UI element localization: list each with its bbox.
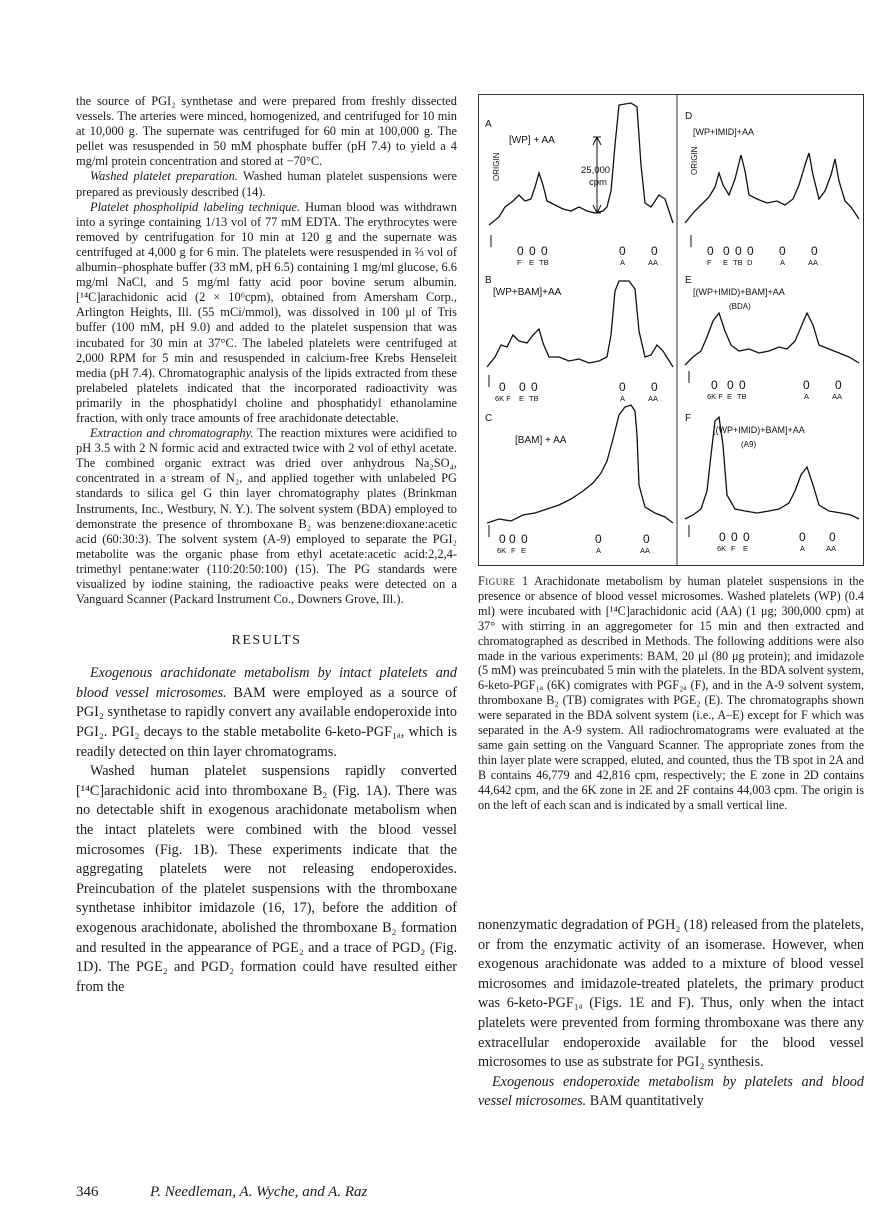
marker-glyph: 0 [803, 378, 810, 392]
results-paragraph: Washed human platelet suspensions rapidly converted [¹⁴C]arachidonic acid into thromboxane B₂ (Fig. 1A). There was no detectable shift in exogenous arachidonate metabolism when the intact platelets were combined with the blood vessel microsomes (Fig. 1B). These experiments indicate that the aggregating platelets were not releasing endoperoxides. Preincubation of the platelet suspensions with the thromboxane synthetase inhibitor imidazole (16, 17), before the addition of exogenous arachidonate, abolished the thromboxane B₂ formation and resulted in the appearance of PGE₂ and a trace of PGD₂ (Fig. 1D). The PGE₂ and PGD₂ formation could have resulted either from the [76, 763, 457, 995]
chromatogram-trace [487, 405, 673, 523]
marker-label: TB [737, 392, 747, 401]
marker-label: E [521, 546, 527, 555]
panel-B [485, 275, 673, 403]
marker-label: F [731, 544, 736, 553]
marker-label: AA [640, 546, 651, 555]
marker-label: A [804, 392, 810, 401]
section-subhead: Exogenous arachidonate metabolism by intact platelets and blood vessel microsomes. [76, 665, 457, 701]
origin-label: ORIGIN [492, 152, 501, 181]
marker-glyph: 0 [651, 244, 658, 258]
marker-label: E [723, 258, 729, 267]
marker-glyph: 0 [723, 244, 730, 258]
panel-F [685, 413, 859, 553]
methods-paragraph: Extraction and chromatography. The reaction mixtures were acidified to pH 3.5 with 2 N formic acid and extracted twice with 2 vol of ethyl acetate. The combined organic extract was dried over anhydrous Na₂SO₄, concentrated in a stream of N₂, and applied together with unlabeled PG standards to silica gel G thin layer chromatography plates (Brinkman Instruments, Inc., Westbury, N. Y.). The solvent system (BDA) employed to demonstrate the presence of thromboxane B₂ was benzene:dioxane:acetic acid (60:30:3). The solvent system (A-9) employed to separate the PGI₂ metabolite was the organic phase from ethyl acetate:acetic acid:2,2,4-trimethyl pentane:water (110:20:50:100) (15). The PG standards were visualized by iodine staining, the radioactive peaks were detected on a Vanguard Scanner (Packard Instrument Co., Downers Grove, Ill.). [76, 426, 457, 607]
marker-glyph: 0 [811, 244, 818, 258]
results-body [76, 664, 457, 997]
marker-glyph: 0 [529, 244, 536, 258]
marker-glyph: 0 [707, 244, 714, 258]
marker-glyph: 0 [651, 380, 658, 394]
marker-glyph: 0 [739, 378, 746, 392]
chromatogram-trace [489, 103, 673, 225]
marker-label: AA [808, 258, 819, 267]
running-authors: P. Needleman, A. Wyche, and A. Raz [150, 1184, 368, 1200]
section-subhead: Exogenous endoperoxide metabolism by platelets and blood vessel microsomes. [478, 1073, 864, 1110]
marker-glyph: 0 [595, 532, 602, 546]
marker-glyph: 0 [743, 530, 750, 544]
marker-glyph: 0 [619, 380, 626, 394]
marker-label: A [800, 544, 806, 553]
marker-glyph: 0 [531, 380, 538, 394]
marker-label: TB [539, 258, 549, 267]
panel-letter: F [685, 413, 692, 424]
scale-unit: cpm [589, 177, 607, 188]
marker-glyph: 0 [509, 532, 516, 546]
panel-C [485, 405, 673, 555]
chromatogram-trace [685, 313, 859, 365]
marker-glyph: 0 [799, 530, 806, 544]
caption-text: Arachidonate metabolism by human platelet suspensions in the presence or absence of blood vessel microsomes. Washed platelets (WP) (0.4 ml) were incubated with [¹⁴C]arachidonic acid (AA) (1 μg; 300,000 cpm) at 37° with stirring in an aggregometer for 15 min and then extracted and chromatographed as described in Methods. The following additions were also made in the various experiments: BAM, 20 μl (80 μg protein); and imidazole (5 mM) was preincubated 5 min with the platelets. In the BDA solvent system, 6-keto-PGF₁ₐ (6K) comigrates with PGF₂ₐ (F), and in the A-9 solvent system, thromboxane B₂ (TB) comigrates with PGE₂ (E). The chromatographs shown were separated in the BDA solvent system (i.e., A–E) except for F which was separated in the A-9 system. All radiochromatograms were evaluated at the same gain setting on the Vanguard Scanner. The appropriate zones from the thin layer plate were scrapped, eluted, and counted, thus the TB spot in 2A and B contains 46,779 and 42,816 cpm, respectively; the E zone in 2D contains 44,642 cpm, and the 6K zone in 2E and 2F contains 44,003 cpm. The origin is on the left of each scan and is indicated by a small vertical line. [478, 574, 864, 812]
right-column [478, 916, 864, 1112]
marker-glyph: 0 [517, 244, 524, 258]
solvent-label: (A9) [741, 440, 757, 449]
marker-glyph: 0 [727, 378, 734, 392]
marker-glyph: 0 [711, 378, 718, 392]
marker-label: TB [733, 258, 743, 267]
panel-letter: A [485, 119, 492, 130]
marker-glyph: 0 [499, 380, 506, 394]
marker-label: A [620, 394, 626, 403]
panel-letter: B [485, 275, 492, 286]
panel-letter: E [685, 275, 692, 286]
chromatogram-trace [685, 153, 859, 223]
panel-E [685, 275, 859, 401]
marker-glyph: 0 [719, 530, 726, 544]
marker-label: E [519, 394, 525, 403]
scale-value: 25,000 [581, 165, 611, 176]
page-footer [76, 1184, 367, 1201]
panel-label: [(WP+IMID)+BAM]+AA [693, 287, 785, 297]
figure-caption [478, 574, 864, 813]
section-subhead: Extraction and chromatography. [90, 426, 254, 441]
marker-label: F [707, 258, 712, 267]
results-heading: RESULTS [231, 633, 302, 649]
marker-label: A [780, 258, 786, 267]
marker-label: E [529, 258, 535, 267]
body-paragraph: Exogenous endoperoxide metabolism by platelets and blood vessel microsomes. BAM quantitatively [478, 1073, 864, 1110]
marker-glyph: 0 [747, 244, 754, 258]
panel-A [485, 103, 673, 267]
left-column [76, 94, 457, 997]
page-number: 346 [76, 1184, 99, 1200]
panel-label: [BAM] + AA [515, 435, 567, 446]
marker-glyph: 0 [519, 380, 526, 394]
panel-label: [(WP+IMID)+BAM]+AA [713, 425, 805, 435]
marker-glyph: 0 [521, 532, 528, 546]
methods-paragraph: the source of PGI₂ synthetase and were prepared from freshly dissected vessels. The arteries were minced, homogenized, and centrifuged for 10 min at 10,000 g. The supernate was centrifuged for 60 min at 100,000 g. The pellet was resuspended in 50 mM phosphate buffer (pH 7.4) to yield a 4 mg/ml protein concentration and stored at −70°C. [76, 94, 457, 169]
marker-label: 6K [497, 546, 507, 555]
panel-label: [WP+BAM]+AA [493, 287, 562, 298]
marker-glyph: 0 [735, 244, 742, 258]
marker-label: 6K [717, 544, 727, 553]
marker-glyph: 0 [829, 530, 836, 544]
figure-1 [478, 94, 864, 566]
marker-glyph: 0 [541, 244, 548, 258]
marker-label: E [743, 544, 749, 553]
marker-label: D [747, 258, 753, 267]
section-subhead: Platelet phospholipid labeling technique. [90, 199, 301, 214]
panel-D [685, 111, 859, 267]
panel-label: [WP+IMID]+AA [693, 127, 755, 137]
marker-glyph: 0 [643, 532, 650, 546]
marker-label: 6K F [707, 392, 723, 401]
results-paragraph: Exogenous arachidonate metabolism by intact platelets and blood vessel microsomes. BAM were employed as a source of PGI₂ synthetase to rapidly convert any available endoperoxide into PGI₂. PGI₂ decays to the stable metabolite 6-keto-PGF₁ₐ, which is readily detected on thin layer chromatograms. [76, 665, 457, 760]
marker-label: AA [648, 258, 659, 267]
caption-label: Figure 1 [478, 574, 529, 588]
marker-label: E [727, 392, 733, 401]
methods-paragraph: Washed platelet preparation. Washed human platelet suspensions were prepared as previously described (14). [76, 169, 457, 199]
marker-label: AA [832, 392, 843, 401]
section-subhead: Washed platelet preparation. [90, 169, 238, 184]
marker-glyph: 0 [619, 244, 626, 258]
marker-label: F [511, 546, 516, 555]
marker-label: F [517, 258, 522, 267]
marker-label: TB [529, 394, 539, 403]
marker-glyph: 0 [835, 378, 842, 392]
panel-letter: D [685, 111, 693, 122]
marker-label: A [620, 258, 626, 267]
marker-label: A [596, 546, 602, 555]
marker-label: 6K F [495, 394, 511, 403]
panel-letter: C [485, 413, 493, 424]
panel-label: [WP] + AA [509, 135, 555, 146]
radiochromatogram-figure [479, 95, 863, 565]
marker-glyph: 0 [779, 244, 786, 258]
origin-label: ORIGIN [690, 146, 699, 175]
body-paragraph: nonenzymatic degradation of PGH₂ (18) released from the platelets, or from the enzymatic activity of an isomerase. However, when exogenous arachidonate was added to a mixture of blood vessel microsomes and imidazole-treated platelets, the primary product was 6-keto-PGF₁ₐ (Figs. 1E and F). Thus, only when the intact platelets were prevented from forming thromboxane was there any extracellular endoperoxide available for the blood vessel microsomes to use as substrate for PGI₂ synthesis. [478, 917, 864, 1071]
solvent-label: (BDA) [729, 302, 751, 311]
methods-paragraph: Platelet phospholipid labeling technique. Human blood was withdrawn into a syringe containing 1/13 vol of 77 mM EDTA. The erythrocytes were removed by centrifugation for 10 min at 120 g and the supernate was centrifuged at 4,000 g for 6 min. The platelets were resuspended in ⅔ vol of albumin–phosphate buffer (33 mM, pH 6.5) containing 1 mg/ml glucose, 6.6 mg/ml NaCl, and 5 mg/ml fatty acid poor bovine serum albumin. [¹⁴C]arachidonic acid (2 × 10⁶cpm), obtained from Amersham Corp., Arlington Heights, Ill. (55 mCi/mmol), was dissolved in 100 μl of Tris buffer (100 mM, pH 9.0) and added to the platelet suspension that was incubated for 30 min at 37°C. The labeled platelets were centrifuged at 2,000 RPM for 5 min and resuspended in calcium-free Krebs Henseleit media (pH 7.4). Chromatographic analysis of the lipids extracted from these prelabeled platelets indicated that the incorporated radioactivity was primarily in the phosphatidyl choline and phosphatidyl ethanolamine fraction, with only trace amounts of free arachidonate detectable. [76, 199, 457, 425]
marker-glyph: 0 [499, 532, 506, 546]
marker-label: AA [648, 394, 659, 403]
marker-glyph: 0 [731, 530, 738, 544]
marker-label: AA [826, 544, 837, 553]
